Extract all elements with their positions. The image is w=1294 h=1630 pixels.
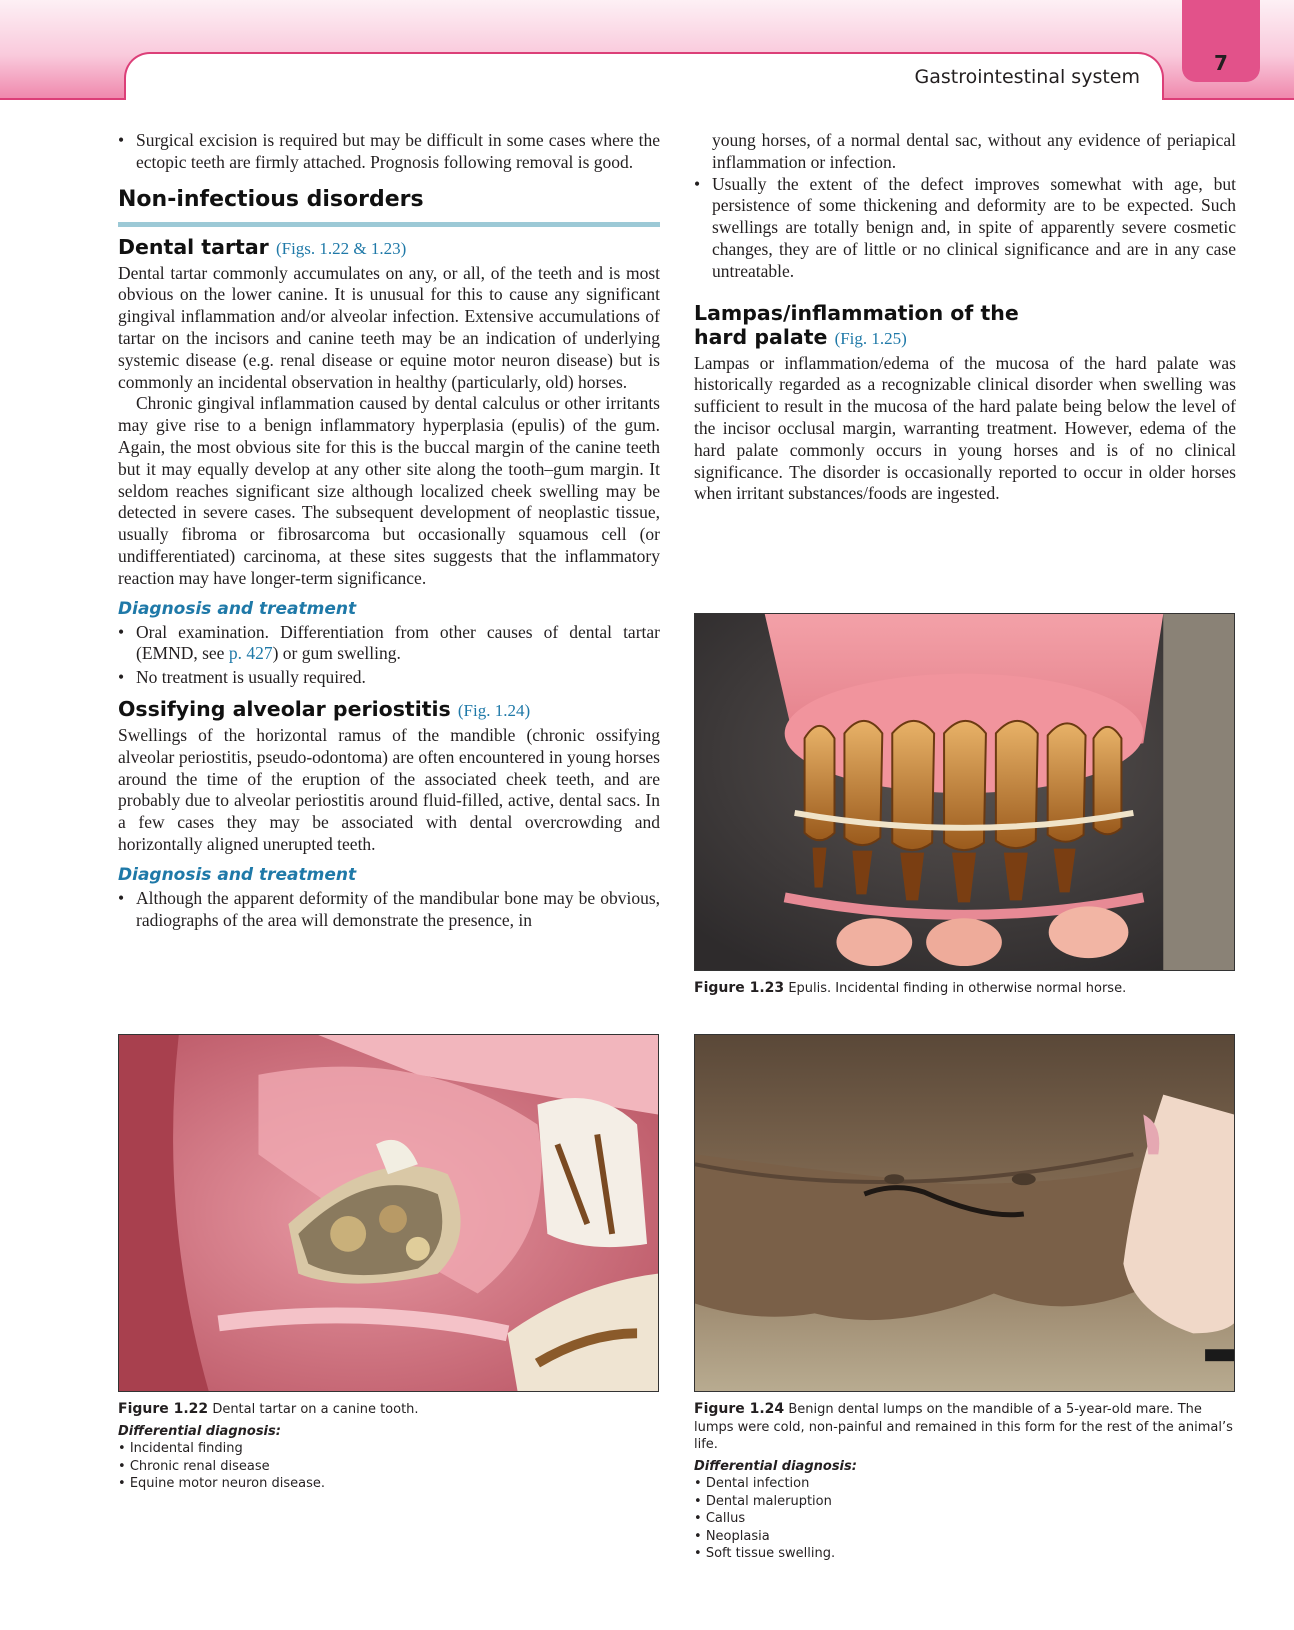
dental-tartar-dx-bullet-2: • No treatment is usually required. xyxy=(118,667,660,689)
dental-tartar-para-1: Dental tartar commonly accumulates on any, or all, of the teeth and is most obvious on the lower canine. It is unusual for this to cause any significant gingival inflammation and/or alveolar infection. Extensive accumulations of tartar on the incisors and canine teeth may be an indication of underlying systemic disease (e.g. renal disease or equine motor neuron disease) but is commonly an incidental observation in healthy (particularly, old) horses. xyxy=(118,262,660,392)
dental-tartar-heading xyxy=(118,235,660,261)
figure-1-22-caption-line xyxy=(118,1401,660,1419)
ossifying-title: Ossifying alveolar periostitis xyxy=(118,696,451,721)
figure-1-22-dd-list xyxy=(118,1440,660,1493)
intro-bullet: • Surgical excision is required but may be difficult in some cases where the ectopic teeth are firmly attached. Prognosis following removal is good. xyxy=(118,130,660,174)
continued-bullet: young horses, of a normal dental sac, without any evidence of periapical inflammation or infection. xyxy=(712,130,1236,172)
figure-1-22-label: Figure 1.22 xyxy=(118,1401,209,1417)
page-number: 7 xyxy=(1214,51,1228,75)
figure-1-24-dd-title: Differential diagnosis: xyxy=(694,1458,857,1474)
dx-bullet-1-text-end: ) or gum swelling. xyxy=(272,643,401,664)
lampas-para: Lampas or inflammation/edema of the mucosa of the hard palate was historically regarded as a recognizable clinical disorder when swelling was sufficient to result in the mucosa of the hard palate being below the level of the incisor occlusal margin, warranting treatment. However, edema of the hard palate commonly occurs in young horses and is of no clinical significance. The disorder is occasionally reported to occur in older horses when irritant substances/foods are ingested. xyxy=(694,352,1236,504)
lampas-title-line-2: hard palate xyxy=(694,324,828,349)
intro-list xyxy=(118,130,660,174)
figure-1-24-caption-line xyxy=(694,1401,1236,1454)
epulis-photo-illustration xyxy=(695,614,1234,970)
dd-item: • Dental infection xyxy=(694,1475,1236,1493)
left-column xyxy=(118,130,660,931)
right-column xyxy=(694,130,1236,505)
figure-1-22-photo xyxy=(118,1034,659,1392)
ossifying-para: Swellings of the horizontal ramus of the mandible (chronic ossifying alveolar periostitis, pseudo-odontoma) are often encountered in young horses around the time of the eruption of the associated cheek teeth, and are probably due to alveolar periostitis around fluid-filled, active, dental sacs. In a few cases they may be associated with dental overcrowding and horizontally aligned unerupted teeth. xyxy=(118,724,660,854)
ossifying-dx-bullet-1: • Although the apparent deformity of the mandibular bone may be obvious, radiographs of the area will demonstrate the presence, in xyxy=(118,888,660,932)
running-header xyxy=(124,52,1164,100)
lampas-figure-ref[interactable]: (Fig. 1.25) xyxy=(834,328,907,348)
ossifying-dx-list xyxy=(118,888,660,932)
dd-item: • Neoplasia xyxy=(694,1528,1236,1546)
figure-1-23-text: Epulis. Incidental finding in otherwise normal horse. xyxy=(788,981,1127,996)
figure-1-24-caption xyxy=(694,1401,1236,1563)
page-427-link[interactable]: p. 427 xyxy=(228,643,273,664)
dx-bullet-1-text: Oral examination. Differentiation from other causes of dental tartar (EMND, see xyxy=(136,621,660,664)
ossifying-dx-heading: Diagnosis and treatment xyxy=(118,864,357,885)
chapter-title: Gastrointestinal system xyxy=(914,66,1140,88)
dd-item: • Soft tissue swelling. xyxy=(694,1545,1236,1563)
continued-list xyxy=(694,130,1236,283)
dd-item: • Chronic renal disease xyxy=(118,1458,660,1476)
dd-item: • Incidental finding xyxy=(118,1440,660,1458)
figure-1-22-caption xyxy=(118,1401,660,1493)
ossifying-figure-ref[interactable]: (Fig. 1.24) xyxy=(457,700,531,720)
dental-tartar-dx-heading: Diagnosis and treatment xyxy=(118,598,357,619)
mandible-photo-illustration xyxy=(695,1035,1234,1391)
figure-1-24-photo xyxy=(694,1034,1235,1392)
figure-1-24-text: Benign dental lumps on the mandible of a 5-year-old mare. The lumps were cold, non-painful and remained in this form for the rest of the animal’s life. xyxy=(694,1402,1233,1452)
dental-tartar-para-2: Chronic gingival inflammation caused by dental calculus or other irritants may give rise to a benign inflammatory hyperplasia (epulis) of the gum. Again, the most obvious site for this is the buccal margin of the canine teeth but it may equally develop at any other site along the tooth–gum margin. It seldom reaches significant size although localized cheek swelling may be detected in severe cases. The subsequent development of neoplastic tissue, usually fibroma or fibrosarcoma but occasionally squamous cell (or undifferentiated) carcinoma, at these sites suggests that the inflammatory reaction may have longer-term significance. xyxy=(118,393,660,588)
dental-tartar-title: Dental tartar xyxy=(118,234,269,259)
dental-tartar-dx-bullet-1 xyxy=(118,622,660,666)
figure-1-22-dd-title: Differential diagnosis: xyxy=(118,1423,281,1439)
page-number-tab xyxy=(1182,0,1260,82)
figure-1-22-text: Dental tartar on a canine tooth. xyxy=(212,1402,419,1417)
dd-item: • Dental maleruption xyxy=(694,1493,1236,1511)
figure-1-23-label: Figure 1.23 xyxy=(694,980,785,996)
ossifying-heading xyxy=(118,697,660,723)
dd-item: • Equine motor neuron disease. xyxy=(118,1475,660,1493)
dental-tartar-figure-ref[interactable]: (Figs. 1.22 & 1.23) xyxy=(275,238,407,258)
figure-1-23-photo xyxy=(694,613,1235,971)
lampas-heading xyxy=(694,301,1236,351)
figure-1-24-dd-list xyxy=(694,1475,1236,1563)
figure-1-23-caption xyxy=(694,980,1236,998)
lampas-title-line-1: Lampas/inflammation of the xyxy=(694,300,1019,325)
dd-item: • Callus xyxy=(694,1510,1236,1528)
dental-tartar-dx-list xyxy=(118,622,660,689)
ossifying-dx-bullet-2: • Usually the extent of the defect improves somewhat with age, but persistence of some thickening and deformity are to be expected. Such swellings are totally benign and, in spite of apparently severe cosmetic changes, they are of little or no clinical significance and are in any case untreatable. xyxy=(694,174,1236,283)
tartar-photo-illustration xyxy=(119,1035,658,1391)
section-heading: Non-infectious disorders xyxy=(118,186,660,227)
figure-1-24-label: Figure 1.24 xyxy=(694,1401,785,1417)
